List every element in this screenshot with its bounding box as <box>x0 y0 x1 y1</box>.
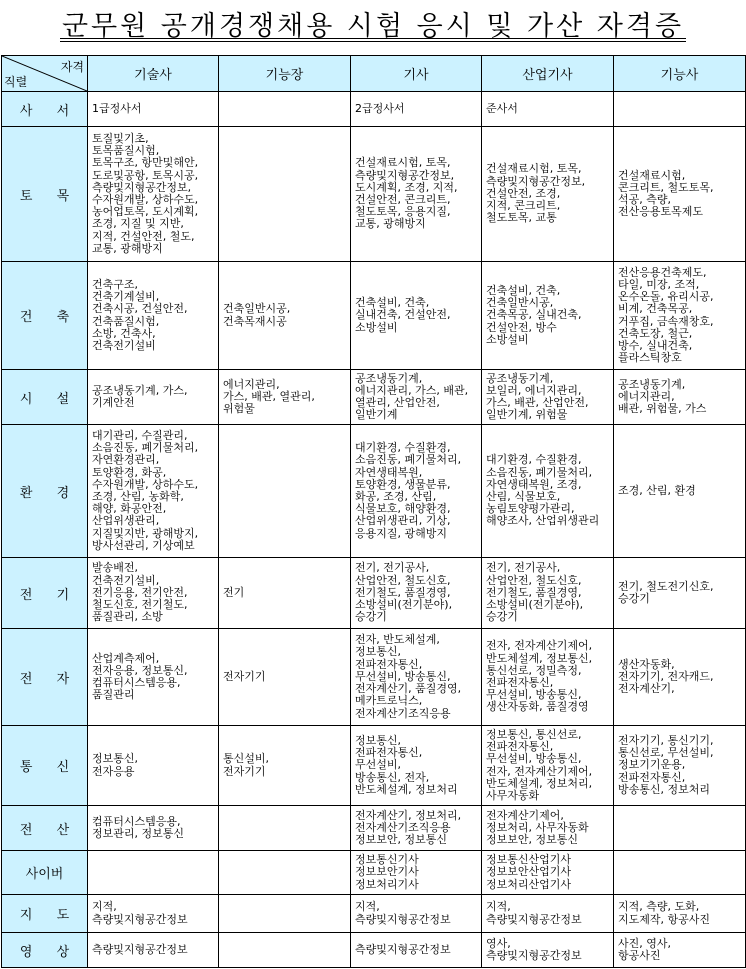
table-cell: 전자계산기, 정보처리, 전자계산기조직응용 정보보안, 정보통신 <box>351 806 482 851</box>
table-cell: 공조냉동기계, 에너지관리, 가스, 배관, 열관리, 산업안전, 일반기계 <box>351 370 482 425</box>
header-row <box>2 56 746 92</box>
column-header-industrial-engineer: 산업기사 <box>482 56 614 92</box>
table-cell: 토질및기초, 토목품질시험, 토목구조, 항만및해안, 도로및공항, 토목시공, 측량및지형공간정보, 수자원개발, 상하수도, 농어업토목, 도시계획, 조경, 지질 및 지반, 지적, 건설안전, 철도, 교통, 광해방지 <box>88 127 219 262</box>
table-cell: 정보통신기사 정보보안기사 정보처리기사 <box>351 851 482 895</box>
table-cell: 전자기기 <box>219 629 351 726</box>
table-cell: 건설재료시험, 토목, 측량및지형공간정보, 건설안전, 조경, 지적, 콘크리트, 철도토목, 교통 <box>482 127 614 262</box>
table-cell <box>219 425 351 558</box>
table-cell <box>219 127 351 262</box>
table-cell: 공조냉동기계, 가스, 기계안전 <box>88 370 219 425</box>
table-row-cyber <box>2 851 746 895</box>
table-row-imaging <box>2 933 746 968</box>
table-row-civil <box>2 127 746 262</box>
column-header-professional-engineer: 기술사 <box>88 56 219 92</box>
table-cell: 지적, 측량및지형공간정보 <box>88 895 219 933</box>
page-title: 군무원 공개경쟁채용 시험 응시 및 가산 자격증 <box>61 11 685 42</box>
title-underline <box>60 38 686 39</box>
table-cell: 지적, 측량및지형공간정보 <box>351 895 482 933</box>
table-cell: 건축구조, 건축기계설비, 건축시공, 건설안전, 건축품질시험, 소방, 건축사, 건축전기설비 <box>88 262 219 370</box>
row-header-cyber: 사이버 <box>2 851 88 895</box>
table-row-electronics <box>2 629 746 726</box>
title-underline-second <box>60 41 686 42</box>
table-cell: 전자, 전자계산기제어, 반도체설계, 정보통신, 통신선로, 정밀측정, 전파전자통신, 무선설비, 방송통신, 생산자동화, 품질경영 <box>482 629 614 726</box>
table-cell <box>219 92 351 127</box>
row-header-architecture: 건 축 <box>2 262 88 370</box>
table-cell: 전기, 전기공사, 산업안전, 철도신호, 전기철도, 품질경영, 소방설비(전기분야), 승강기 <box>351 558 482 629</box>
table-cell: 대기환경, 수질환경, 소음진동, 폐기물처리, 자연생태복원, 토양환경, 생물분류, 화공, 조경, 산림, 식물보호, 해양환경, 산업위생관리, 기상, 응용지질, 광해방지 <box>351 425 482 558</box>
table-cell: 건설재료시험, 토목, 측량및지형공간정보, 도시계획, 조경, 지적, 건설안전, 콘크리트, 철도토목, 응용지질, 교통, 광해방지 <box>351 127 482 262</box>
table-cell: 전산응용건축제도, 타일, 미장, 조적, 온수온돌, 유리시공, 비계, 건축목공, 거푸집, 금속재창호, 건축도장, 철근, 방수, 실내건축, 플라스틱창호 <box>614 262 746 370</box>
table-cell <box>219 851 351 895</box>
table-row-mapping <box>2 895 746 933</box>
table-cell: 공조냉동기계, 에너지관리, 배관, 위험물, 가스 <box>614 370 746 425</box>
table-row-electrical <box>2 558 746 629</box>
table-cell: 발송배전, 건축전기설비, 전기응용, 전기안전, 철도신호, 전기철도, 품질관리, 소방 <box>88 558 219 629</box>
table-cell: 산업계측제어, 전자응용, 정보통신, 컴퓨터시스템응용, 품질관리 <box>88 629 219 726</box>
table-row-librarian <box>2 92 746 127</box>
table-cell: 건설재료시험, 콘크리트, 철도토목, 석공, 측량, 전산응용토목제도 <box>614 127 746 262</box>
table-cell <box>614 851 746 895</box>
corner-header <box>2 56 88 92</box>
table-cell: 전자, 반도체설계, 정보통신, 전파전자통신, 무선설비, 방송통신, 전자계산기, 품질경영, 메카트로닉스, 전자계산기조직응용 <box>351 629 482 726</box>
table-cell: 정보통신산업기사 정보보안산업기사 정보처리산업기사 <box>482 851 614 895</box>
table-cell: 정보통신, 통신선로, 전파전자통신, 무선설비, 방송통신, 전자, 전자계산기제어, 반도체설계, 정보처리, 사무자동화 <box>482 726 614 806</box>
row-header-librarian: 사 서 <box>2 92 88 127</box>
row-header-computing: 전 산 <box>2 806 88 851</box>
row-header-mapping: 지 도 <box>2 895 88 933</box>
table-cell: 공조냉동기계, 보일러, 에너지관리, 가스, 배관, 산업안전, 일반기계, 위험물 <box>482 370 614 425</box>
table-cell: 지적, 측량및지형공간정보 <box>482 895 614 933</box>
column-header-engineer: 기사 <box>351 56 482 92</box>
table-cell: 2급정사서 <box>351 92 482 127</box>
table-cell: 정보통신, 전자응용 <box>88 726 219 806</box>
table-cell: 측량및지형공간정보 <box>351 933 482 968</box>
table-cell: 전자기기, 통신기기, 통신선로, 무선설비, 정보기기운용, 전파전자통신, 방송통신, 정보처리 <box>614 726 746 806</box>
column-header-craftsman: 기능사 <box>614 56 746 92</box>
table-cell: 에너지관리, 가스, 배관, 열관리, 위험물 <box>219 370 351 425</box>
certificate-table <box>1 55 746 968</box>
table-cell: 정보통신, 전파전자통신, 무선설비, 방송통신, 전자, 반도체설계, 정보처리 <box>351 726 482 806</box>
table-row-facilities <box>2 370 746 425</box>
table-cell: 영사, 측량및지형공간정보 <box>482 933 614 968</box>
row-header-imaging: 영 상 <box>2 933 88 968</box>
table-cell: 전기 <box>219 558 351 629</box>
table-cell: 사진, 영사, 항공사진 <box>614 933 746 968</box>
table-cell: 1급정사서 <box>88 92 219 127</box>
table-cell: 건축설비, 건축, 건축일반시공, 건축목공, 실내건축, 건설안전, 방수 소방설비 <box>482 262 614 370</box>
column-header-master-craftsman: 기능장 <box>219 56 351 92</box>
table-cell: 전자계산기제어, 정보처리, 사무자동화 정보보안, 정보통신 <box>482 806 614 851</box>
table-cell: 지적, 측량, 도화, 지도제작, 항공사진 <box>614 895 746 933</box>
table-row-environment <box>2 425 746 558</box>
corner-label-qualification: 자격 <box>60 60 84 74</box>
table-cell: 전기, 철도전기신호, 승강기 <box>614 558 746 629</box>
table-row-communications <box>2 726 746 806</box>
table-cell: 측량및지형공간정보 <box>88 933 219 968</box>
row-header-electrical: 전 기 <box>2 558 88 629</box>
table-cell <box>219 806 351 851</box>
table-cell: 건축설비, 건축, 실내건축, 건설안전, 소방설비 <box>351 262 482 370</box>
table-cell: 조경, 산림, 환경 <box>614 425 746 558</box>
title-area <box>0 0 746 50</box>
table-cell: 건축일반시공, 건축목재시공 <box>219 262 351 370</box>
table-cell <box>614 806 746 851</box>
table-cell <box>219 933 351 968</box>
table-cell <box>88 851 219 895</box>
table-row-computing <box>2 806 746 851</box>
row-header-electronics: 전 자 <box>2 629 88 726</box>
table-cell: 전기, 전기공사, 산업안전, 철도신호, 전기철도, 품질경영, 소방설비(전기분야), 승강기 <box>482 558 614 629</box>
table-cell: 통신설비, 전자기기 <box>219 726 351 806</box>
table-cell: 컴퓨터시스템응용, 정보관리, 정보통신 <box>88 806 219 851</box>
table-cell <box>219 895 351 933</box>
table-cell: 대기환경, 수질환경, 소음진동, 폐기물처리, 자연생태복원, 조경, 산림, 식물보호, 농림토양평가관리, 해양조사, 산업위생관리 <box>482 425 614 558</box>
table-cell <box>614 92 746 127</box>
table-cell: 생산자동화, 전자기기, 전자캐드, 전자계산기, <box>614 629 746 726</box>
table-cell: 대기관리, 수질관리, 소음진동, 폐기물처리, 자연환경관리, 토양환경, 화공, 수자원개발, 상하수도, 조경, 산림, 농화학, 해양, 화공안전, 산업위생관리, 지질및지반, 광해방지, 방사선관리, 기상예보 <box>88 425 219 558</box>
table-row-architecture <box>2 262 746 370</box>
row-header-environment: 환 경 <box>2 425 88 558</box>
corner-label-series: 직렬 <box>4 75 28 89</box>
row-header-communications: 통 신 <box>2 726 88 806</box>
row-header-civil: 토 목 <box>2 127 88 262</box>
row-header-facilities: 시 설 <box>2 370 88 425</box>
table-cell: 준사서 <box>482 92 614 127</box>
